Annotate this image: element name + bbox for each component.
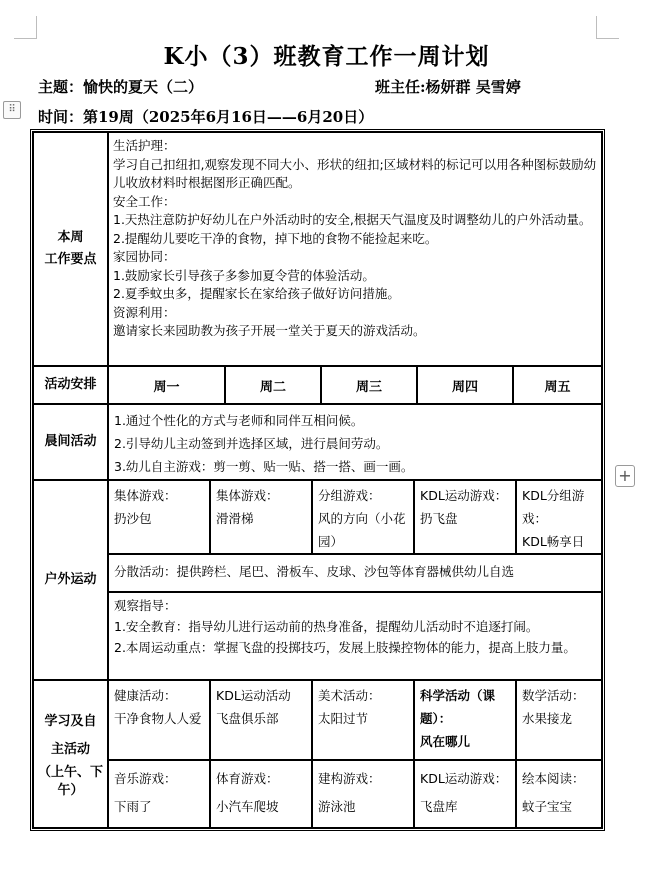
study-mon-1[interactable] bbox=[108, 680, 210, 760]
morning-content[interactable] bbox=[108, 404, 602, 480]
scatter-activity[interactable]: 分散活动：提供跨栏、尾巴、滑板车、皮球、沙包等体育器械供幼儿自选 bbox=[108, 554, 602, 592]
activity-type: KDL运动活动 bbox=[216, 688, 291, 703]
label-line: 学习及自 bbox=[44, 714, 97, 729]
morning-item: 1.通过个性化的方式与老师和同伴互相问候。 bbox=[114, 413, 364, 428]
morning-label: 晨间活动 bbox=[33, 404, 108, 480]
label-line: 主活动 bbox=[50, 742, 90, 757]
activity-name: 飞盘库 bbox=[420, 799, 458, 814]
activity-type: 绘本阅读： bbox=[522, 771, 585, 786]
study-fri-1[interactable] bbox=[516, 680, 602, 760]
activity-type: 建构游戏： bbox=[318, 771, 381, 786]
game-name: 扔飞盘 bbox=[420, 511, 458, 526]
key-point-text: 2.提醒幼儿要吃干净的食物，掉下地的食物不能捡起来吃。 bbox=[113, 230, 438, 246]
outdoor-game-wed[interactable] bbox=[312, 480, 414, 554]
activity-name: 风在哪儿 bbox=[420, 734, 471, 749]
key-point-heading: 生活护理： bbox=[113, 138, 176, 153]
morning-item: 2.引导幼儿主动签到并选择区域，进行晨间劳动。 bbox=[114, 436, 389, 451]
outdoor-game-thu[interactable] bbox=[414, 480, 516, 554]
activity-name: 飞盘俱乐部 bbox=[216, 711, 279, 726]
label-line: 工作要点 bbox=[44, 252, 97, 267]
game-name: 风的方向（小花园） bbox=[318, 511, 406, 549]
study-thu-1[interactable] bbox=[414, 680, 516, 760]
outdoor-label: 户外运动 bbox=[33, 480, 108, 680]
day-monday: 周一 bbox=[108, 366, 225, 404]
key-point-text: 2.夏季蚊虫多，提醒家长在家给孩子做好访问措施。 bbox=[113, 286, 400, 301]
activity-type: 数学活动： bbox=[522, 688, 585, 703]
label-line: 本周 bbox=[57, 230, 84, 245]
key-points-label bbox=[33, 132, 108, 366]
outdoor-game-fri[interactable] bbox=[516, 480, 602, 554]
day-tuesday: 周二 bbox=[225, 366, 321, 404]
key-point-text: 1.天热注意防护好幼儿在户外活动时的安全,根据天气温度及时调整幼儿的户外活动量。 bbox=[113, 212, 592, 227]
activity-name: 游泳池 bbox=[318, 799, 356, 814]
activity-type: 健康活动： bbox=[114, 688, 177, 703]
study-wed-2[interactable] bbox=[312, 760, 414, 828]
game-name: 滑滑梯 bbox=[216, 511, 254, 526]
key-point-heading: 资源利用： bbox=[113, 304, 176, 320]
teachers-line: 班主任:杨妍群 吴雪婷 bbox=[375, 78, 521, 96]
study-tue-1[interactable] bbox=[210, 680, 312, 760]
game-type: KDL分组游戏： bbox=[522, 488, 585, 526]
theme-line: 主题：愉快的夏天（二） bbox=[38, 78, 204, 96]
activity-plan-label: 活动安排 bbox=[33, 366, 108, 404]
activity-type: 音乐游戏： bbox=[114, 771, 177, 786]
activity-name: 下雨了 bbox=[114, 799, 152, 814]
page-title: K小（3）班教育工作一周计划 bbox=[163, 43, 490, 70]
study-thu-2[interactable] bbox=[414, 760, 516, 828]
game-name: 扔沙包 bbox=[114, 511, 152, 526]
add-row-button[interactable]: + bbox=[615, 465, 635, 487]
activity-type: KDL运动游戏： bbox=[420, 771, 508, 786]
weekly-plan-table bbox=[30, 129, 605, 831]
outdoor-game-tue[interactable] bbox=[210, 480, 312, 554]
observe-heading: 观察指导： bbox=[114, 598, 177, 613]
page-corner-mark-top-right bbox=[596, 16, 619, 39]
outdoor-game-mon[interactable] bbox=[108, 480, 210, 554]
activity-type: 科学活动（课题）： bbox=[420, 688, 496, 726]
game-type: 分组游戏： bbox=[318, 488, 381, 503]
game-name: KDL畅享日 bbox=[522, 534, 585, 549]
key-points-content[interactable] bbox=[108, 132, 602, 366]
key-point-text: 1.鼓励家长引导孩子多参加夏令营的体验活动。 bbox=[113, 267, 375, 283]
activity-name: 干净食物人人爱 bbox=[114, 711, 202, 726]
table-move-handle-icon[interactable]: ⠿ bbox=[3, 101, 21, 119]
study-tue-2[interactable] bbox=[210, 760, 312, 828]
observe-item: 2.本周运动重点：掌握飞盘的投掷技巧，发展上肢操控物体的能力，提高上肢力量。 bbox=[114, 640, 576, 655]
activity-type: 体育游戏： bbox=[216, 771, 279, 786]
day-thursday: 周四 bbox=[417, 366, 513, 404]
activity-name: 蚊子宝宝 bbox=[522, 799, 573, 814]
study-fri-2[interactable] bbox=[516, 760, 602, 828]
game-type: 集体游戏： bbox=[114, 488, 177, 503]
key-point-heading: 安全工作： bbox=[113, 193, 176, 209]
activity-name: 小汽车爬坡 bbox=[216, 799, 279, 814]
page-corner-mark-top-left bbox=[14, 16, 37, 39]
game-type: KDL运动游戏： bbox=[420, 488, 508, 503]
activity-name: 水果接龙 bbox=[522, 711, 573, 726]
activity-name: 太阳过节 bbox=[318, 711, 369, 726]
study-wed-1[interactable] bbox=[312, 680, 414, 760]
observe-item: 1.安全教育：指导幼儿进行运动前的热身准备，提醒幼儿活动时不追逐打闹。 bbox=[114, 619, 539, 634]
time-line: 时间：第19周（2025年6月16日——6月20日） bbox=[38, 108, 374, 126]
key-point-heading: 家园协同： bbox=[113, 249, 176, 264]
study-mon-2[interactable] bbox=[108, 760, 210, 828]
morning-item: 3.幼儿自主游戏：剪一剪、贴一贴、搭一搭、画一画。 bbox=[114, 459, 414, 474]
label-line: （上午、下 bbox=[37, 765, 103, 780]
observe-guide[interactable] bbox=[108, 592, 602, 680]
study-label bbox=[33, 680, 108, 828]
game-type: 集体游戏： bbox=[216, 488, 279, 503]
day-wednesday: 周三 bbox=[321, 366, 417, 404]
activity-type: 美术活动： bbox=[318, 688, 381, 703]
label-line: 午） bbox=[57, 783, 84, 798]
day-friday: 周五 bbox=[513, 366, 602, 404]
key-point-text: 学习自己扣纽扣,观察发现不同大小、形状的纽扣;区域材料的标记可以用各种图标鼓励幼儿收放材料时根据图形正确匹配。 bbox=[113, 156, 597, 190]
key-point-text: 邀请家长来园助教为孩子开展一堂关于夏天的游戏活动。 bbox=[113, 323, 426, 338]
